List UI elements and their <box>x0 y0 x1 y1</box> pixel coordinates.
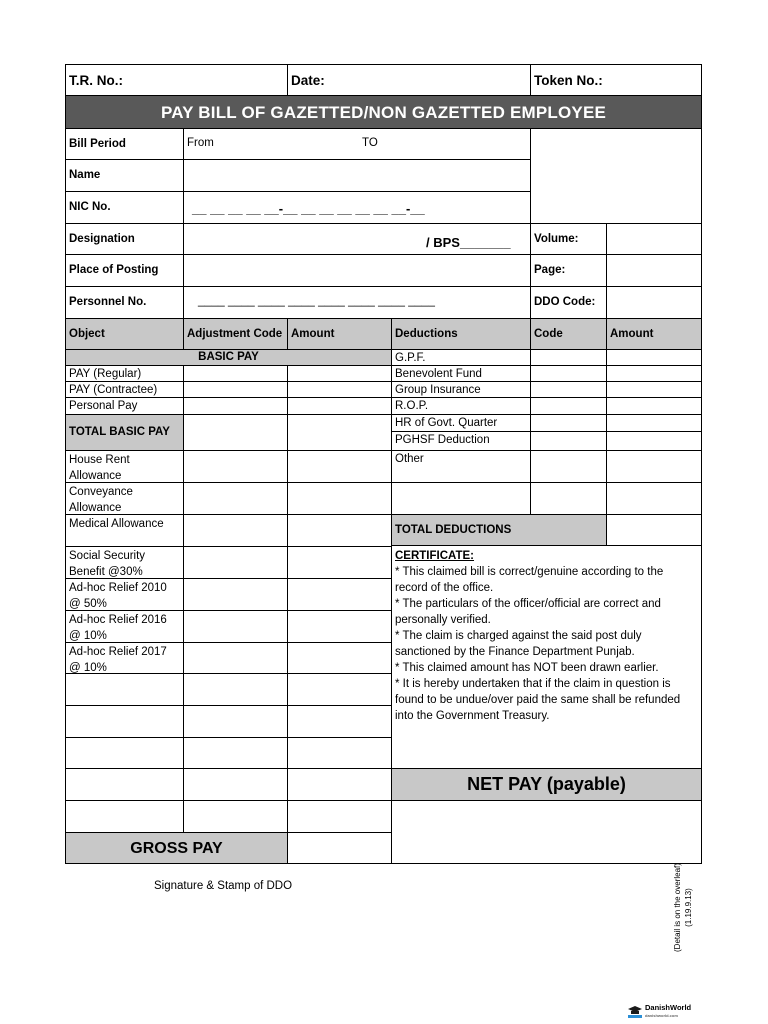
page-label: Page: <box>530 254 607 287</box>
page-field[interactable] <box>606 254 702 287</box>
tr-no-field[interactable] <box>65 64 288 96</box>
social-security-amount[interactable] <box>287 546 392 579</box>
nic-field[interactable] <box>183 191 531 224</box>
personal-pay-amount[interactable] <box>287 397 392 415</box>
blank-row-amount[interactable] <box>287 768 392 801</box>
pay-bill-form <box>65 64 702 864</box>
blank-row-amount[interactable] <box>287 800 392 833</box>
benevolent-fund-label: Benevolent Fund <box>391 365 531 382</box>
rop-code[interactable] <box>530 397 607 415</box>
social-security-code[interactable] <box>183 546 288 579</box>
adhoc-2016-label: Ad-hoc Relief 2016 @ 10% <box>65 610 184 643</box>
overleaf-note <box>672 863 694 952</box>
signature-stamp-label: Signature & Stamp of DDO <box>154 880 293 892</box>
conveyance-code[interactable] <box>183 482 288 515</box>
certificate-heading: CERTIFICATE: <box>395 550 475 562</box>
name-field[interactable] <box>183 159 531 192</box>
gpf-label: G.P.F. <box>391 349 531 366</box>
form-title: PAY BILL OF GAZETTED/NON GAZETTED EMPLOYEE <box>65 95 702 129</box>
ddo-code-field[interactable] <box>606 286 702 319</box>
ddo-code-label: DDO Code: <box>530 286 607 319</box>
total-deductions-label: TOTAL DEDUCTIONS <box>391 514 607 546</box>
blank-row-code[interactable] <box>183 737 288 769</box>
danishworld-logo <box>628 1004 691 1020</box>
pay-regular-amount[interactable] <box>287 365 392 382</box>
total-basic-pay-label: TOTAL BASIC PAY <box>65 414 184 451</box>
designation-field[interactable] <box>183 223 531 255</box>
total-basic-pay-amount[interactable] <box>287 414 392 451</box>
personnel-pattern: ____ ____ ____ ____ ____ ____ ____ ____ <box>198 293 435 307</box>
social-security-label: Social Security Benefit @30% <box>65 546 184 579</box>
blank-row-label[interactable] <box>65 768 184 801</box>
conveyance-label: Conveyance Allowance <box>65 482 184 515</box>
blank-row-label[interactable] <box>65 705 184 738</box>
designation-label: Designation <box>65 223 184 255</box>
blank-row-amount[interactable] <box>287 705 392 738</box>
name-label: Name <box>65 159 184 192</box>
blank-row-amount[interactable] <box>287 673 392 706</box>
blank-row-code[interactable] <box>183 705 288 738</box>
volume-field[interactable] <box>606 223 702 255</box>
date-label: Date: <box>291 72 325 88</box>
blank-row-label[interactable] <box>65 673 184 706</box>
medical-label: Medical Allowance <box>65 514 184 547</box>
overleaf-text: (Detail is on the overleaf) <box>673 863 682 952</box>
pghsf-deduction-amount[interactable] <box>606 431 702 451</box>
benevolent-fund-amount[interactable] <box>606 365 702 382</box>
pay-regular-label: PAY (Regular) <box>65 365 184 382</box>
col-deductions: Deductions <box>391 318 531 350</box>
pghsf-deduction-label: PGHSF Deduction <box>391 431 531 451</box>
house-rent-code[interactable] <box>183 450 288 483</box>
date-field[interactable] <box>287 64 531 96</box>
gpf-amount[interactable] <box>606 349 702 366</box>
total-basic-pay-code <box>183 414 288 451</box>
rop-amount[interactable] <box>606 397 702 415</box>
benevolent-fund-code[interactable] <box>530 365 607 382</box>
personal-pay-label: Personal Pay <box>65 397 184 415</box>
nic-label: NIC No. <box>65 191 184 224</box>
pghsf-deduction-code[interactable] <box>530 431 607 451</box>
adhoc-2017-label: Ad-hoc Relief 2017 @ 10% <box>65 642 184 674</box>
personal-pay-code[interactable] <box>183 397 288 415</box>
adhoc-2010-code[interactable] <box>183 578 288 611</box>
blank-deduction-amount[interactable] <box>606 482 702 515</box>
certificate-line: * The claim is charged against the said post duly sanctioned by the Finance Department Punjab. <box>395 630 642 658</box>
medical-code[interactable] <box>183 514 288 547</box>
bps-label: / BPS_______ <box>426 235 511 250</box>
col-object: Object <box>65 318 184 350</box>
adhoc-2017-amount[interactable] <box>287 642 392 674</box>
blank-deduction-label[interactable] <box>391 482 531 515</box>
gross-pay-label: GROSS PAY <box>65 832 288 864</box>
col-amount-deductions: Amount <box>606 318 702 350</box>
other-deduction-label: Other <box>391 450 531 483</box>
house-rent-label: House Rent Allowance <box>65 450 184 483</box>
conveyance-amount[interactable] <box>287 482 392 515</box>
col-adjustment-code: Adjustment Code <box>183 318 288 350</box>
net-pay-amount[interactable] <box>391 800 702 864</box>
certificate-line: * This claimed amount has NOT been drawn earlier. <box>395 662 659 674</box>
col-amount: Amount <box>287 318 392 350</box>
from-label: From <box>187 137 214 149</box>
adhoc-2016-amount[interactable] <box>287 610 392 643</box>
pay-contractee-amount[interactable] <box>287 381 392 398</box>
blank-row-label[interactable] <box>65 800 184 833</box>
certificate-line: * It is hereby undertaken that if the claim in question is found to be undue/over paid the same shall be refunded into the Government Treasury. <box>395 678 681 722</box>
group-insurance-code[interactable] <box>530 381 607 398</box>
personnel-no-label: Personnel No. <box>65 286 184 319</box>
graduation-cap-icon <box>628 1006 642 1018</box>
blank-row-label[interactable] <box>65 737 184 769</box>
hr-govt-quarter-label: HR of Govt. Quarter <box>391 414 531 432</box>
version-text: (1.19.9.13) <box>684 888 693 927</box>
pay-contractee-label: PAY (Contractee) <box>65 381 184 398</box>
bill-period-field[interactable] <box>183 128 531 160</box>
token-no-label: Token No.: <box>534 72 603 88</box>
other-deduction-amount[interactable] <box>606 450 702 483</box>
logo-subtext: danishworld.com <box>645 1013 678 1018</box>
other-deduction-code[interactable] <box>530 450 607 483</box>
medical-amount[interactable] <box>287 514 392 547</box>
adhoc-2010-label: Ad-hoc Relief 2010 @ 50% <box>65 578 184 611</box>
rop-label: R.O.P. <box>391 397 531 415</box>
group-insurance-amount[interactable] <box>606 381 702 398</box>
token-no-field[interactable] <box>530 64 702 96</box>
volume-label: Volume: <box>530 223 607 255</box>
blank-deduction-code[interactable] <box>530 482 607 515</box>
blank-row-code[interactable] <box>183 800 288 833</box>
hr-govt-quarter-amount[interactable] <box>606 414 702 432</box>
basic-pay-heading: BASIC PAY <box>65 349 392 366</box>
logo-text: DanishWorld <box>645 1003 692 1012</box>
certificate-line: * This claimed bill is correct/genuine according to the record of the office. <box>395 566 664 594</box>
certificate-box <box>391 545 702 769</box>
house-rent-amount[interactable] <box>287 450 392 483</box>
total-deductions-amount[interactable] <box>606 514 702 546</box>
pay-regular-code[interactable] <box>183 365 288 382</box>
group-insurance-label: Group Insurance <box>391 381 531 398</box>
certificate-line: * The particulars of the officer/official are correct and personally verified. <box>395 598 661 626</box>
to-label: TO <box>362 137 378 149</box>
gross-pay-amount[interactable] <box>287 832 392 864</box>
blank-top-right <box>530 128 702 224</box>
pay-contractee-code[interactable] <box>183 381 288 398</box>
place-of-posting-label: Place of Posting <box>65 254 184 287</box>
hr-govt-quarter-code[interactable] <box>530 414 607 432</box>
bill-period-label: Bill Period <box>65 128 184 160</box>
adhoc-2010-amount[interactable] <box>287 578 392 611</box>
place-of-posting-field[interactable] <box>183 254 531 287</box>
personnel-no-field[interactable] <box>183 286 531 319</box>
blank-row-code[interactable] <box>183 673 288 706</box>
net-pay-label: NET PAY (payable) <box>391 768 702 801</box>
adhoc-2016-code[interactable] <box>183 610 288 643</box>
adhoc-2017-code[interactable] <box>183 642 288 674</box>
tr-no-label: T.R. No.: <box>69 72 123 88</box>
blank-row-amount[interactable] <box>287 737 392 769</box>
gpf-code[interactable] <box>530 349 607 366</box>
blank-row-code[interactable] <box>183 768 288 801</box>
col-code: Code <box>530 318 607 350</box>
nic-pattern: __ __ __ __ __-__ __ __ __ __ __ __-__ <box>192 201 425 216</box>
